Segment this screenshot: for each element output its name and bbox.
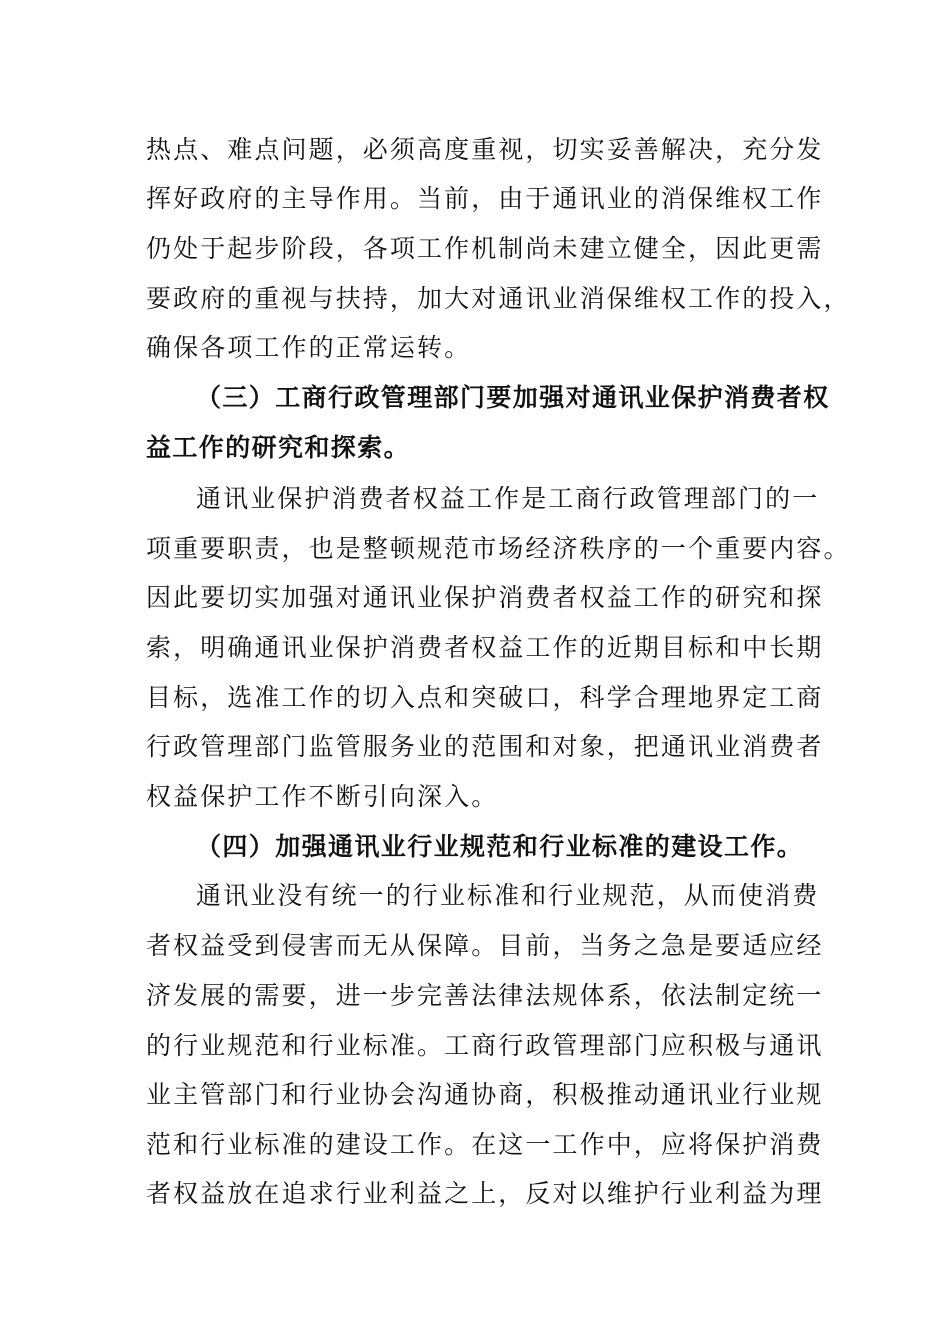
text-line: 济发展的需要，进一步完善法律法规体系，依法制定统一: [146, 981, 824, 1010]
section-heading-3-continued: 益工作的研究和探索。: [146, 433, 411, 462]
section-heading-4: （四）加强通讯业行业规范和行业标准的建设工作。: [196, 832, 804, 861]
text-line: 热点、难点问题，必须高度重视，切实妥善解决，充分发: [146, 135, 824, 164]
text-line: 因此要切实加强对通讯业保护消费者权益工作的研究和探: [146, 583, 824, 612]
text-line: 目标，选准工作的切入点和突破口，科学合理地界定工商: [146, 683, 824, 712]
text-line: 项重要职责，也是整顿规范市场经济秩序的一个重要内容。: [146, 534, 851, 563]
text-line: 通讯业保护消费者权益工作是工商行政管理部门的一: [196, 484, 820, 513]
text-line: 的行业规范和行业标准。工商行政管理部门应积极与通讯: [146, 1031, 824, 1060]
text-line: 索，明确通讯业保护消费者权益工作的近期目标和中长期: [146, 633, 824, 662]
text-line: 业主管部门和行业协会沟通协商，积极推动通讯业行业规: [146, 1080, 824, 1109]
text-line: 行政管理部门监管服务业的范围和对象，把通讯业消费者: [146, 732, 824, 761]
text-line: 者权益放在追求行业利益之上，反对以维护行业利益为理: [146, 1179, 824, 1208]
text-line: 范和行业标准的建设工作。在这一工作中，应将保护消费: [146, 1130, 824, 1159]
text-line: 挥好政府的主导作用。当前，由于通讯业的消保维权工作: [146, 184, 824, 213]
text-line: 仍处于起步阶段，各项工作机制尚未建立健全，因此更需: [146, 234, 824, 263]
section-heading-3: （三）工商行政管理部门要加强对通讯业保护消费者权: [196, 383, 830, 412]
text-line: 要政府的重视与扶持，加大对通讯业消保维权工作的投入，: [146, 284, 851, 313]
text-line: 确保各项工作的正常运转。: [146, 333, 472, 362]
text-line: 权益保护工作不断引向深入。: [146, 782, 499, 811]
text-line: 通讯业没有统一的行业标准和行业规范，从而使消费: [196, 881, 820, 910]
text-line: 者权益受到侵害而无从保障。目前，当务之急是要适应经: [146, 931, 824, 960]
